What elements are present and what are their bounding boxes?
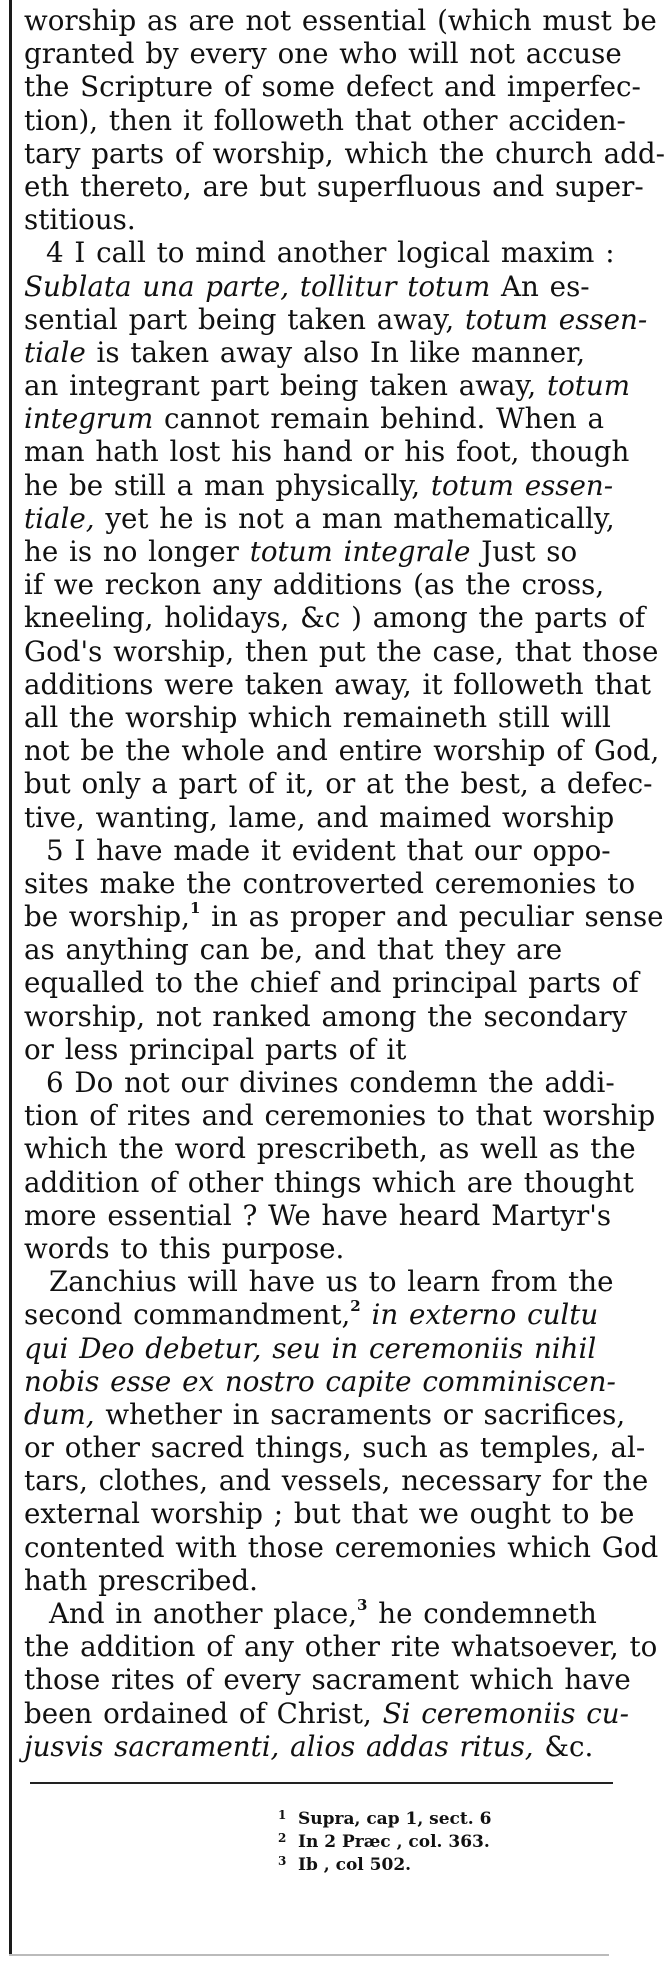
text-run: he is no longer	[24, 535, 250, 568]
text-line	[24, 1696, 629, 1730]
italic-latin-text: nobis esse ex nostro capite comminiscen-	[24, 1364, 616, 1398]
text-line	[24, 734, 660, 768]
text-run: an integrant part being taken away,	[24, 369, 547, 403]
text-run: tive, wanting, lame, and maimed worship	[24, 800, 615, 834]
italic-latin-text: qui Deo debetur, seu in ceremoniis nihil	[24, 1331, 597, 1365]
italic-latin-text: tiale,	[24, 501, 95, 535]
text-run: stitious.	[24, 203, 136, 237]
text-line	[24, 933, 614, 966]
paragraph-section-5	[24, 833, 664, 1066]
text-run: 4 I call to mind another logical maxim :	[46, 236, 615, 270]
footnote-text: In 2 Præc , col. 363.	[298, 1832, 490, 1852]
text-line	[24, 203, 614, 236]
footnote-1	[278, 1804, 598, 1827]
italic-latin-text: totum essen-	[430, 468, 614, 502]
paragraph-section-4	[24, 236, 660, 834]
text-run: he condemneth	[367, 1597, 597, 1630]
text-line	[24, 1132, 636, 1166]
italic-latin-text: dum,	[24, 1397, 95, 1431]
text-line	[24, 169, 644, 203]
text-run: or other sacred things, such as temples, al-	[24, 1431, 646, 1465]
text-run: the addition of any other rite whatsoever, to	[24, 1630, 658, 1664]
text-run: all the worship which remaineth still will	[24, 700, 611, 734]
text-run: cannot remain behind. When a	[153, 402, 604, 436]
text-line	[24, 103, 626, 137]
text-run: And in another place,	[49, 1597, 358, 1630]
text-line	[24, 435, 630, 469]
paragraph-zanchius	[24, 1265, 659, 1597]
text-line	[24, 1397, 626, 1431]
footnotes	[278, 1804, 598, 1873]
text-run: tion), then it followeth that other acciden-	[24, 103, 626, 137]
paragraph-continuation	[24, 4, 665, 237]
text-line	[24, 866, 636, 900]
footnote-reference: 1	[189, 899, 201, 918]
footnote-mark: 2	[278, 1831, 287, 1845]
text-run: sites make the controverted ceremonies to	[24, 866, 636, 900]
text-run: external worship ; but that we ought to be	[24, 1497, 635, 1531]
italic-latin-text: in externo cultu	[371, 1298, 599, 1332]
text-run: granted by every one who will not accuse	[24, 37, 622, 71]
text-line	[24, 302, 648, 336]
text-run: second commandment,	[24, 1298, 351, 1332]
text-run: more essential ? We have heard Martyr's	[24, 1198, 612, 1232]
text-line	[24, 999, 628, 1033]
text-run: the Scripture of some defect and imperfec-	[24, 70, 641, 104]
text-run: is taken away also In like manner,	[85, 335, 586, 369]
text-line	[24, 801, 614, 834]
italic-latin-text: Si ceremoniis cu-	[382, 1696, 629, 1730]
text-line	[24, 899, 664, 934]
text-run: &c.	[533, 1729, 594, 1763]
text-run: hath prescribed.	[24, 1563, 258, 1597]
text-run	[361, 1298, 372, 1331]
text-run: or less principal parts of it	[24, 1032, 407, 1066]
text-run: worship, not ranked among the secondary	[24, 999, 628, 1033]
text-run: if we reckon any additions (as the cross,	[24, 568, 605, 602]
footnote-2	[278, 1827, 598, 1850]
text-line	[24, 70, 641, 104]
paragraph-section-6	[24, 1066, 656, 1265]
text-run: eth thereto, are but superfluous and super-	[24, 169, 644, 203]
text-line	[24, 535, 614, 568]
text-run: words to this purpose.	[24, 1231, 345, 1265]
text-line	[24, 369, 631, 403]
text-run: addition of other things which are thought	[24, 1165, 634, 1199]
text-line	[24, 502, 614, 535]
footnote-mark: 3	[278, 1854, 287, 1868]
text-run: Zanchius will have us to learn from the	[49, 1265, 614, 1299]
text-run: equalled to the chief and principal parts of	[24, 966, 639, 1000]
footnote-reference: 3	[357, 1596, 368, 1614]
text-line	[24, 834, 614, 867]
text-run: whether in sacraments or sacrifices,	[94, 1397, 626, 1431]
italic-latin-text: Sublata una parte, tollitur totum	[24, 269, 491, 303]
text-run: as anything can be, and that they are	[24, 933, 563, 967]
text-line	[24, 1663, 631, 1697]
text-line	[24, 1332, 614, 1365]
italic-latin-text: totum integrale	[249, 535, 471, 568]
text-line	[24, 568, 614, 601]
left-margin-rule	[9, 0, 12, 1954]
text-line	[24, 270, 614, 303]
text-line	[24, 1431, 646, 1465]
text-run: not be the whole and entire worship of God,	[24, 734, 660, 768]
footnote-reference: 2	[350, 1297, 361, 1316]
page-body	[24, 4, 665, 1934]
text-line	[24, 767, 653, 801]
italic-latin-text: totum	[547, 369, 631, 403]
text-line	[24, 966, 639, 1000]
text-run: in as proper and peculiar sense	[200, 900, 664, 934]
text-line	[24, 601, 646, 635]
bottom-page-edge	[9, 1954, 609, 1956]
footnote-3	[278, 1850, 598, 1873]
text-run: worship as are not essential (which must be	[24, 4, 657, 37]
text-line	[24, 634, 659, 668]
text-line	[24, 136, 665, 170]
text-line	[24, 1365, 614, 1398]
text-run: 5 I have made it evident that our oppo-	[46, 833, 611, 867]
italic-latin-text: totum essen-	[465, 302, 648, 336]
italic-latin-text: jusvis sacramenti, alios addas ritus,	[24, 1729, 534, 1763]
text-run: those rites of every sacrament which have	[24, 1663, 631, 1697]
text-run: sential part being taken away,	[24, 302, 465, 336]
text-run: be worship,	[24, 900, 190, 934]
footnote-mark: 1	[278, 1808, 287, 1822]
text-run: been ordained of Christ,	[24, 1696, 383, 1730]
text-line	[24, 1630, 658, 1664]
text-line	[24, 469, 614, 502]
text-line	[24, 4, 657, 37]
text-run: Just so	[470, 535, 578, 568]
text-run: which the word prescribeth, as well as the	[24, 1132, 636, 1166]
text-line	[24, 701, 614, 734]
text-run: contented with those ceremonies which God	[24, 1530, 659, 1564]
text-line	[24, 1730, 614, 1763]
text-run: kneeling, holidays, &c ) among the parts of	[24, 601, 646, 635]
text-line	[24, 1033, 614, 1066]
text-run: additions were taken away, it followeth that	[24, 667, 652, 701]
text-line	[24, 336, 614, 369]
text-line	[24, 1464, 649, 1498]
text-line	[24, 1298, 614, 1331]
text-run: but only a part of it, or at the best, a defec-	[24, 767, 653, 801]
text-run: tary parts of worship, which the church add-	[24, 136, 665, 170]
text-line	[24, 1066, 614, 1099]
text-line	[24, 1497, 635, 1531]
italic-latin-text: tiale	[24, 335, 86, 369]
text-line	[24, 1099, 656, 1133]
text-run: he be still a man physically,	[24, 468, 431, 502]
text-run: tars, clothes, and vessels, necessary for the	[24, 1464, 649, 1498]
text-line	[24, 1564, 614, 1597]
text-run: tion of rites and ceremonies to that worship	[24, 1099, 656, 1133]
paragraph-another-place	[24, 1596, 658, 1763]
text-line	[24, 236, 614, 269]
text-line	[24, 1597, 614, 1630]
text-run: 6 Do not our divines condemn the addi-	[46, 1066, 615, 1099]
footnote-text: Ib , col 502.	[298, 1855, 412, 1875]
text-run: man hath lost his hand or his foot, though	[24, 435, 630, 469]
footnote-text: Supra, cap 1, sect. 6	[298, 1809, 492, 1829]
text-line	[24, 667, 652, 701]
text-run: An es-	[490, 269, 590, 303]
text-line	[24, 37, 622, 71]
text-run: yet he is not a man mathematically,	[94, 501, 615, 535]
footnote-separator-rule	[30, 1782, 613, 1784]
text-line	[24, 402, 614, 435]
text-line	[24, 1232, 614, 1265]
text-line	[24, 1530, 659, 1564]
text-line	[24, 1165, 634, 1199]
italic-latin-text: integrum	[24, 402, 154, 436]
text-line	[24, 1265, 614, 1298]
text-run: God's worship, then put the case, that those	[24, 634, 659, 668]
text-line	[24, 1199, 614, 1232]
